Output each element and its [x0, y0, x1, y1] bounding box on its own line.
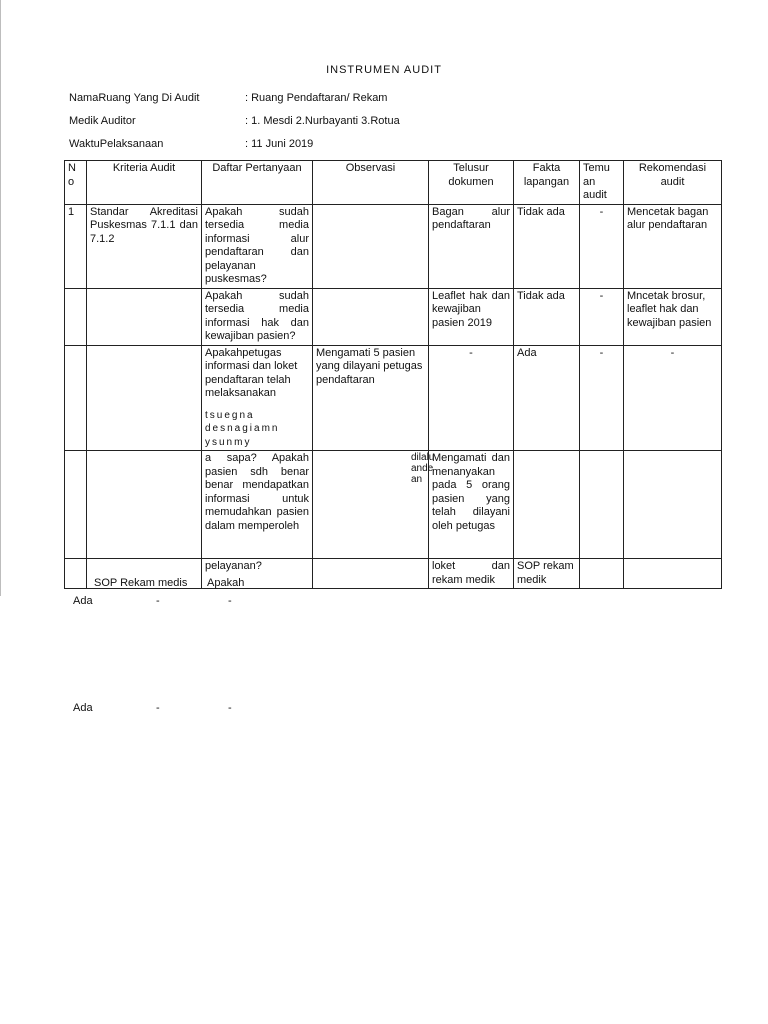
cell-no [65, 451, 87, 559]
line-2-c: - [228, 702, 232, 714]
page-title: INSTRUMEN AUDIT [326, 64, 442, 76]
header-temuan: Temu an audit [580, 161, 624, 205]
cell-kriteria: Standar Akreditasi Puskesmas 7.1.1 dan 7.1.2 [87, 204, 202, 288]
cell-no [65, 345, 87, 451]
cell-telusur: Bagan alur pendaftaran [429, 204, 514, 288]
cell-kriteria [87, 288, 202, 345]
line-1-b: - [156, 595, 160, 607]
cell-pertanyaan: Apakah sudah tersedia media informasi hak dan kewajiban pasien? [202, 288, 313, 345]
table-header-row [65, 161, 722, 205]
cell-kriteria [87, 451, 202, 559]
cell-temuan: - [580, 345, 624, 451]
cell-no [65, 559, 87, 589]
header-observasi: Observasi [313, 161, 429, 205]
cell-no: 1 [65, 204, 87, 288]
cell-telusur: Leaflet hak dan kewajiban pasien 2019 [429, 288, 514, 345]
meta-value-auditor: : 1. Mesdi 2.Nurbayanti 3.Rotua [245, 115, 400, 127]
line-1-a: Ada [73, 595, 93, 607]
garbled-text: tsuegna desnagiamn ysunmy [205, 409, 280, 448]
header-rekomendasi: Rekomendasi audit [624, 161, 722, 205]
table-row [65, 345, 722, 451]
table-row [65, 451, 722, 559]
cell-rekomendasi [624, 559, 722, 589]
cell-observasi [313, 451, 435, 559]
cell-temuan: - [580, 288, 624, 345]
cell-pertanyaan [202, 345, 313, 451]
cell-telusur: Mengamati dan menanyakan pada 5 orang pasien yang telah dilayani oleh petugas [429, 451, 514, 559]
meta-label-waktu: WaktuPelaksanaan [69, 138, 164, 150]
cell-observasi [313, 204, 429, 288]
cell-fakta [514, 451, 580, 559]
header-telusur: Telusur dokumen [429, 161, 514, 205]
cell-pertanyaan: pelayanan? [202, 559, 313, 589]
table-row [65, 288, 722, 345]
cell-fakta: Tidak ada [514, 204, 580, 288]
cell-rekomendasi: - [624, 345, 722, 451]
header-fakta: Fakta lapangan [514, 161, 580, 205]
cell-temuan [580, 451, 624, 559]
cell-no [65, 288, 87, 345]
header-pertanyaan: Daftar Pertanyaan [202, 161, 313, 205]
cell-telusur: loket dan rekam medik [429, 559, 514, 589]
cell-fakta: SOP rekam medik [514, 559, 580, 589]
cell-observasi [313, 288, 429, 345]
cell-fakta: Ada [514, 345, 580, 451]
cell-rekomendasi [624, 451, 722, 559]
audit-table [64, 160, 722, 589]
apakah-text: Apakah [207, 577, 245, 589]
cell-pertanyaan: a sapa? Apakah pasien sdh benar benar mendapatkan informasi untuk memudahkan pasien dalam memperoleh [202, 451, 313, 559]
cell-rekomendasi: Mncetak brosur, leaflet hak dan kewajiban pasien [624, 288, 722, 345]
line-2-a: Ada [73, 702, 93, 714]
overlap-text: dilalu ande an [411, 452, 435, 485]
meta-value-ruang: : Ruang Pendaftaran/ Rekam [245, 92, 388, 104]
header-no: N o [65, 161, 87, 205]
cell-temuan: - [580, 204, 624, 288]
line-2-b: - [156, 702, 160, 714]
cell-telusur: - [429, 345, 514, 451]
meta-label-auditor: Medik Auditor [69, 115, 136, 127]
line-1-c: - [228, 595, 232, 607]
cell-observasi: Mengamati 5 pasien yang dilayani petugas pendaftaran [313, 345, 429, 451]
cell-temuan [580, 559, 624, 589]
cell-pertanyaan: Apakah sudah tersedia media informasi alur pendaftaran dan pelayanan puskesmas? [202, 204, 313, 288]
cell-kriteria [87, 345, 202, 451]
cell-rekomendasi: Mencetak bagan alur pendaftaran [624, 204, 722, 288]
cell-observasi [313, 559, 429, 589]
cell-fakta: Tidak ada [514, 288, 580, 345]
meta-label-ruang: NamaRuang Yang Di Audit [69, 92, 200, 104]
meta-value-waktu: : 11 Juni 2019 [245, 138, 314, 150]
page-edge [0, 0, 1, 596]
table-row [65, 204, 722, 288]
sop-label: SOP Rekam medis [94, 577, 188, 589]
header-kriteria: Kriteria Audit [87, 161, 202, 205]
question-text: Apakahpetugas informasi dan loket pendaftaran telah melaksanakan [205, 346, 298, 399]
